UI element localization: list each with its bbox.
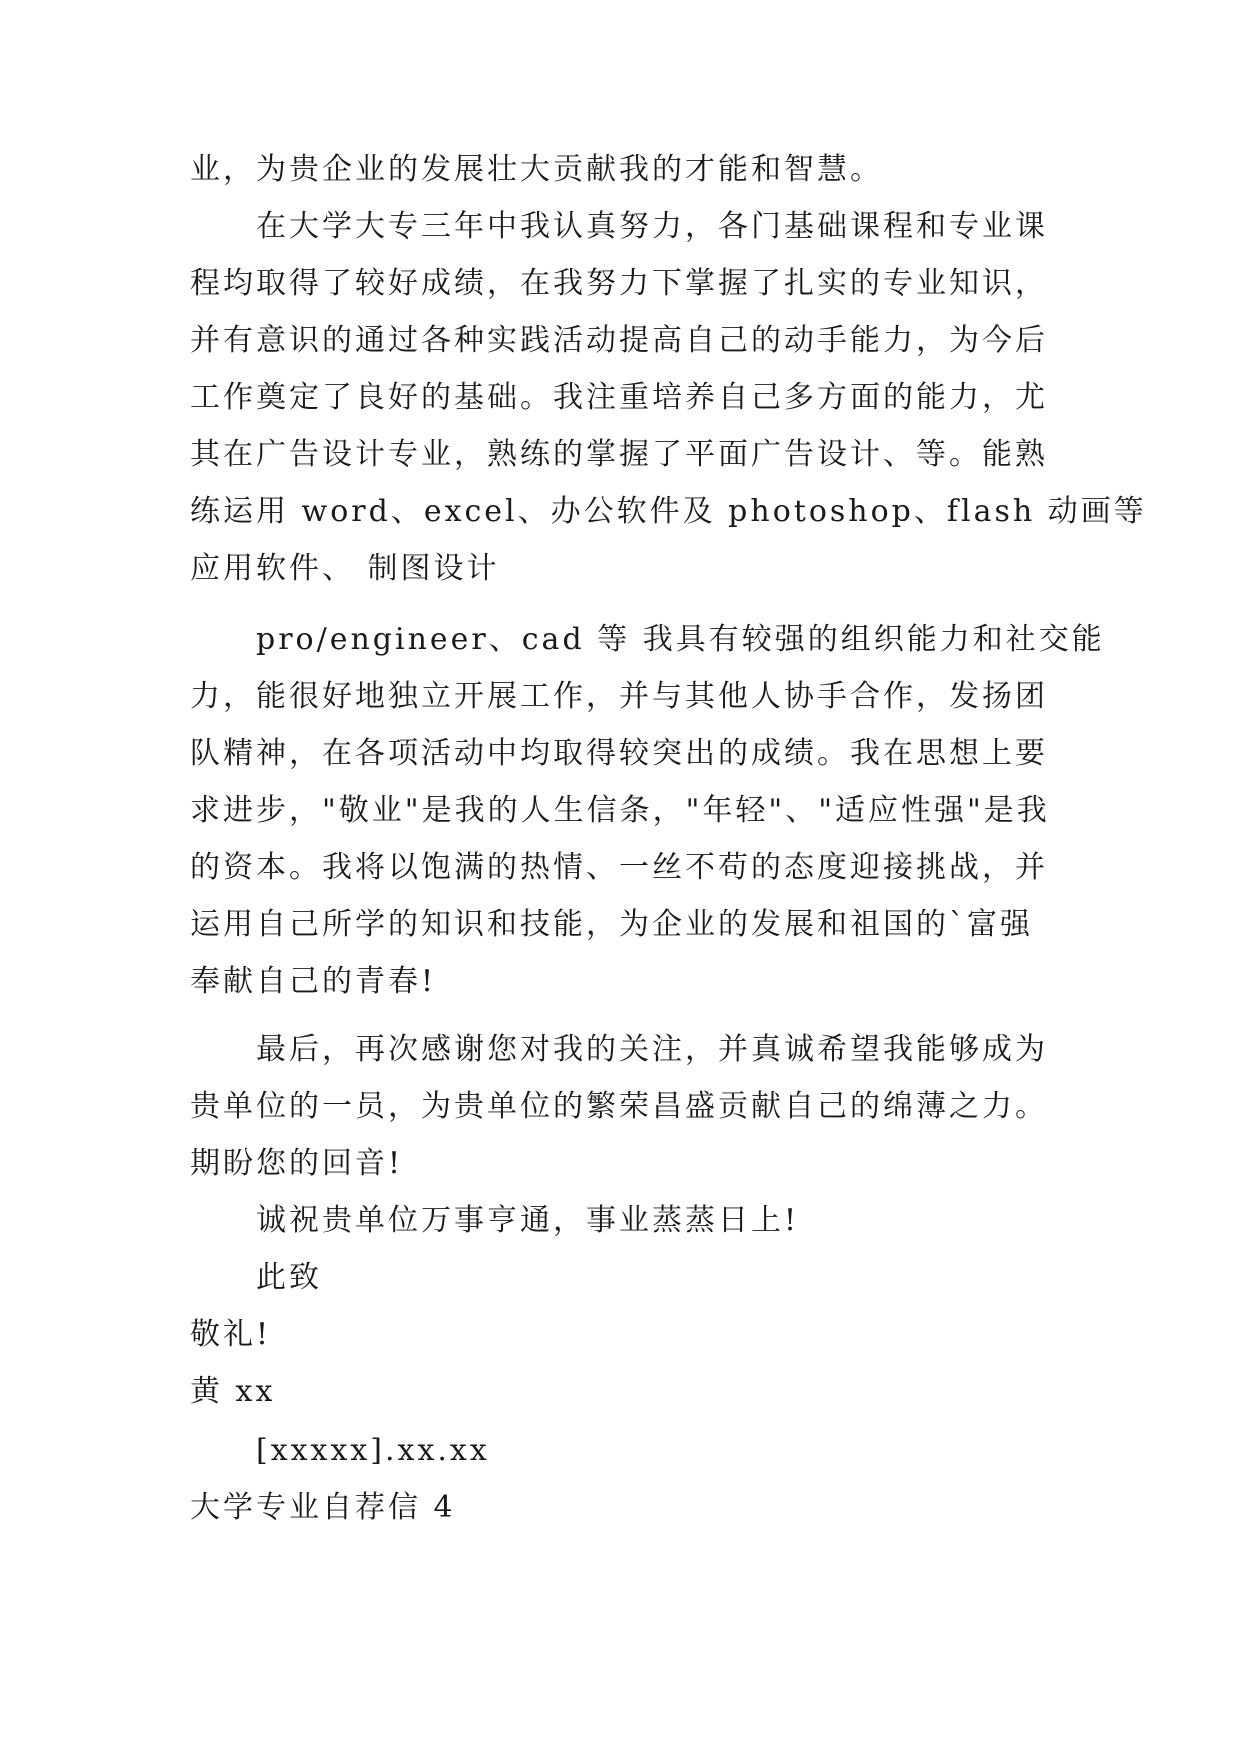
body-line-13: 的资本。我将以饱满的热情、一丝不苟的态度迎接挑战，并 [190, 850, 1048, 885]
body-line-17: 贵单位的一员，为贵单位的繁荣昌盛贡献自己的绵薄之力。 [190, 1089, 1048, 1124]
closing-salutation: 此致 [256, 1260, 322, 1295]
body-line-12: 求进步，"敬业"是我的人生信条，"年轻"、"适应性强"是我 [190, 793, 1050, 828]
section-heading: 大学专业自荐信 4 [190, 1490, 456, 1525]
closing-regards: 敬礼! [190, 1317, 272, 1352]
signature-date: [xxxxx].xx.xx [256, 1433, 490, 1468]
body-line-10: 力，能很好地独立开展工作，并与其他人协手合作，发扬团 [190, 679, 1048, 714]
body-line-1: 业，为贵企业的发展壮大贡献我的才能和智慧。 [190, 152, 883, 187]
body-line-9: pro/engineer、cad 等 我具有较强的组织能力和社交能 [256, 622, 1105, 657]
signature-name: 黄 xx [190, 1374, 276, 1409]
body-line-15: 奉献自己的青春! [190, 964, 437, 999]
body-line-11: 队精神，在各项活动中均取得较突出的成绩。我在思想上要 [190, 736, 1048, 771]
body-line-18: 期盼您的回音! [190, 1146, 404, 1181]
body-line-6: 其在广告设计专业，熟练的掌握了平面广告设计、等。能熟 [190, 437, 1048, 472]
body-line-5: 工作奠定了良好的基础。我注重培养自己多方面的能力，尤 [190, 380, 1048, 415]
closing-wish: 诚祝贵单位万事亨通，事业蒸蒸日上! [256, 1203, 800, 1238]
body-line-8: 应用软件、 制图设计 [190, 551, 500, 586]
body-line-2: 在大学大专三年中我认真努力，各门基础课程和专业课 [256, 209, 1048, 244]
body-line-7: 练运用 word、excel、办公软件及 photoshop、flash 动画等 [190, 494, 1147, 529]
body-line-4: 并有意识的通过各种实践活动提高自己的动手能力，为今后 [190, 323, 1048, 358]
body-line-14: 运用自己所学的知识和技能，为企业的发展和祖国的`富强 [190, 907, 1033, 942]
body-line-3: 程均取得了较好成绩，在我努力下掌握了扎实的专业知识， [190, 266, 1048, 301]
body-line-16: 最后，再次感谢您对我的关注，并真诚希望我能够成为 [256, 1032, 1048, 1067]
